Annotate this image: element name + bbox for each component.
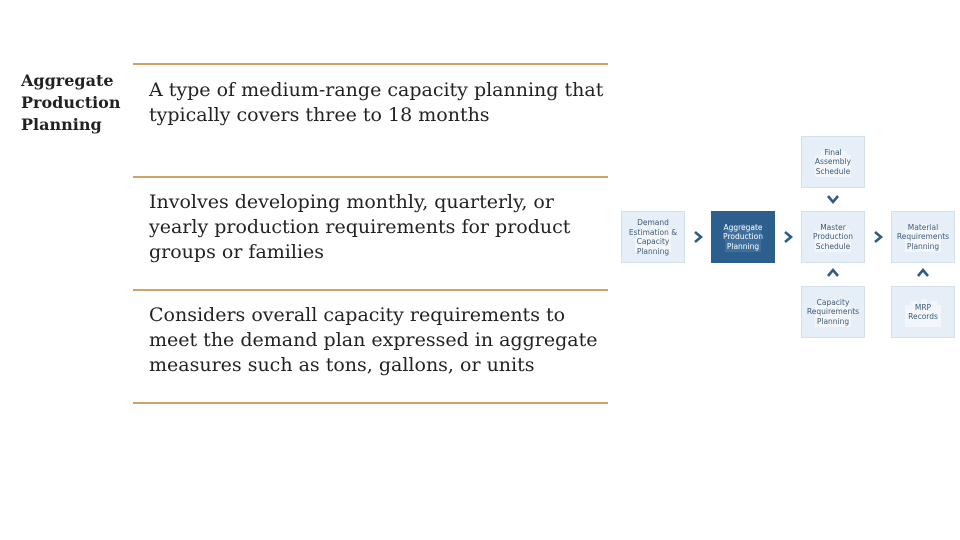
chevron-up-icon [916, 266, 930, 280]
master-production-schedule-label: Master Production Schedule [813, 222, 853, 251]
demand-estimation-label: Demand Estimation & Capacity Planning [628, 218, 678, 256]
final-assembly-schedule-box [801, 136, 865, 188]
capacity-requirements-planning-label: Capacity Requirements Planning [806, 297, 860, 326]
mrp-records-label: MRP Records [908, 302, 938, 321]
term-title: Aggregate Production Planning [21, 71, 121, 134]
chevron-right-icon [871, 230, 885, 244]
master-production-schedule-box [801, 211, 865, 263]
aggregate-production-planning-label: Aggregate Production Planning [723, 222, 763, 251]
capacity-requirements-planning-box [801, 286, 865, 338]
chevron-up-icon [826, 266, 840, 280]
chevron-right-icon [691, 230, 705, 244]
final-assembly-schedule-label: Final Assembly Schedule [814, 147, 852, 176]
chevron-right-icon [781, 230, 795, 244]
definition-1: A type of medium-range capacity planning that typically covers three to 18 months [149, 79, 604, 126]
material-requirements-planning-label: Material Requirements Planning [896, 222, 950, 251]
chevron-down-icon [826, 192, 840, 206]
aggregate-production-planning-box [711, 211, 775, 263]
material-requirements-planning-box [891, 211, 955, 263]
mrp-records-box [891, 286, 955, 338]
definition-3: Considers overall capacity requirements to meet the demand plan expressed in aggregate measures such as tons, gallons, or units [149, 304, 598, 376]
demand-estimation-box [621, 211, 685, 263]
definition-2: Involves developing monthly, quarterly, or yearly production requirements for product groups or families [149, 191, 571, 263]
